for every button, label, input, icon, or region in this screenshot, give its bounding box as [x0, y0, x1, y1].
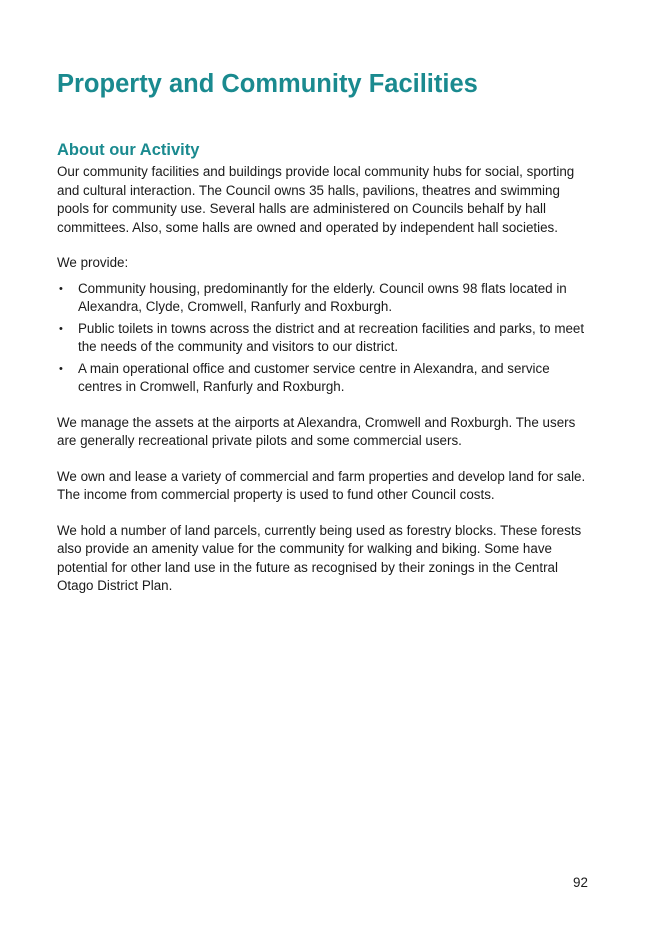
- list-item-text: Community housing, predominantly for the elderly. Council owns 98 flats located in Alexandra, Clyde, Cromwell, Ranfurly and Roxburgh.: [78, 280, 567, 314]
- page-number: 92: [573, 875, 588, 890]
- list-item-text: Public toilets in towns across the district and at recreation facilities and parks, to meet the needs of the community and visitors to our district.: [78, 320, 585, 354]
- provision-list: [57, 280, 592, 397]
- paragraph-airports: We manage the assets at the airports at Alexandra, Cromwell and Roxburgh. The users are generally recreational private pilots and some commercial users.: [57, 414, 576, 448]
- bullet-icon: •: [59, 282, 63, 295]
- bullet-icon: •: [59, 322, 63, 335]
- list-item: [57, 280, 592, 317]
- paragraph-we-provide: We provide:: [57, 255, 129, 270]
- paragraph-forestry: We hold a number of land parcels, currently being used as forestry blocks. These forests also provide an amenity value for the community for walking and biking. Some have potential for other land use in the future as recognised by their zonings in the Central Otago District Plan.: [57, 522, 582, 593]
- body-text: [57, 163, 592, 613]
- section-heading: About our Activity: [57, 141, 200, 159]
- paragraph-intro: Our community facilities and buildings provide local community hubs for social, sporting and cultural interaction. The Council owns 35 halls, pavilions, theatres and swimming pools for community use. Several halls are administered on Councils behalf by hall committees. Also, some halls are owned and operated by independent hall societies.: [57, 164, 575, 235]
- page-title: Property and Community Facilities: [57, 70, 478, 98]
- paragraph-commercial-property: We own and lease a variety of commercial and farm properties and develop land for sale. The income from commercial property is used to fund other Council costs.: [57, 468, 586, 502]
- bullet-icon: •: [59, 362, 63, 375]
- list-item-text: A main operational office and customer service centre in Alexandra, and service centres in Cromwell, Ranfurly and Roxburgh.: [78, 360, 550, 394]
- list-item: [57, 360, 592, 397]
- list-item: [57, 320, 592, 357]
